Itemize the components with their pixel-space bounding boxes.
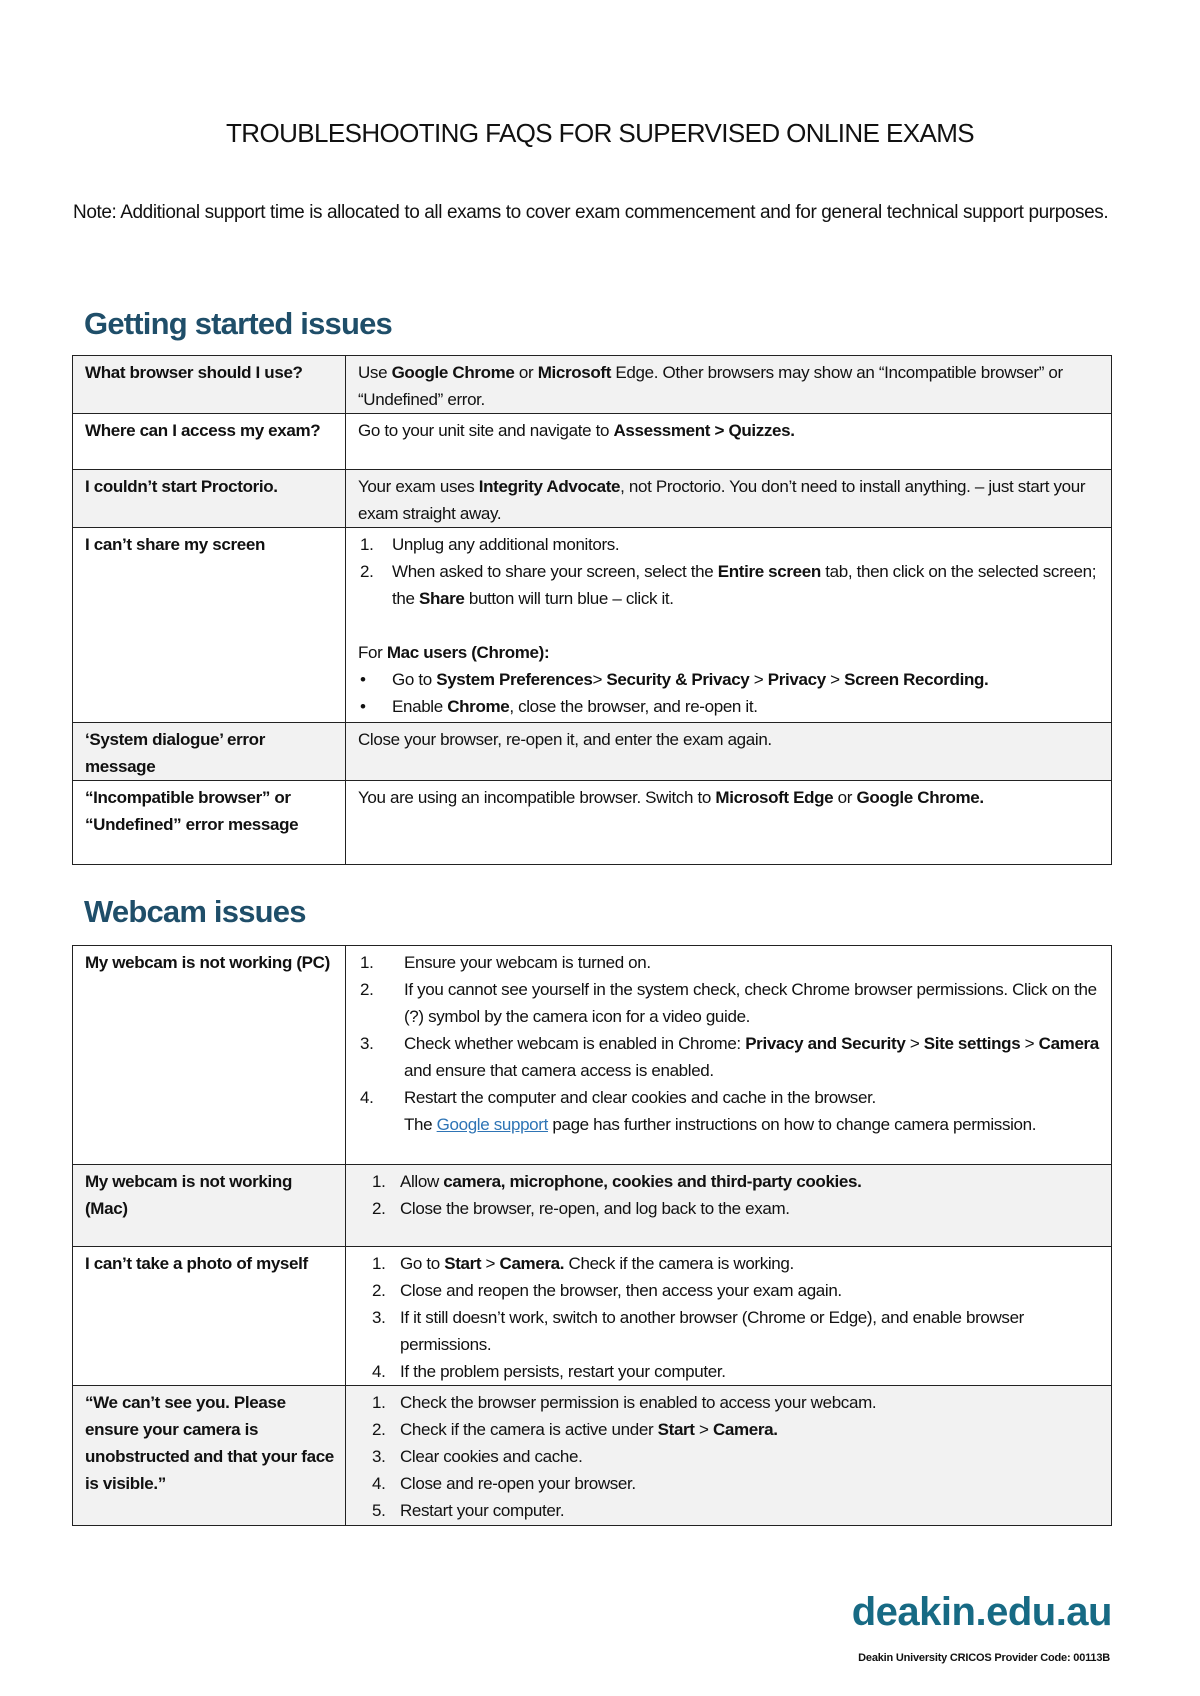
bold-text: Site settings <box>923 1034 1021 1053</box>
numbered-item <box>358 558 1101 612</box>
item-text <box>400 1389 876 1416</box>
item-number: 2. <box>372 1420 386 1439</box>
answer-paragraph <box>358 639 1101 666</box>
bold-text: Share <box>418 589 465 608</box>
question-cell: ‘System dialogue’ error message <box>73 723 346 781</box>
item-text <box>358 784 984 811</box>
item-number: 3. <box>360 1034 374 1053</box>
text: If it still doesn’t work, switch to another browser (Chrome or Edge), and enable browser permissions. <box>400 1308 1024 1354</box>
numbered-item <box>358 1084 1101 1111</box>
bold-text: Camera <box>1038 1034 1099 1053</box>
answer-cell <box>346 946 1112 1165</box>
numbered-item <box>358 1358 1101 1385</box>
page-title: TROUBLESHOOTING FAQS FOR SUPERVISED ONLINE EXAMS <box>226 118 974 148</box>
numbered-item <box>358 1416 1101 1443</box>
text: If you cannot see yourself in the system check, check Chrome browser permissions. Click on the (?) symbol by the camera icon for a video guide. <box>404 980 1097 1026</box>
bold-text: Screen Recording. <box>844 670 989 689</box>
bold-text: camera, microphone, cookies and third-party cookies. <box>443 1172 862 1191</box>
text: > <box>1020 1034 1039 1053</box>
item-text <box>358 417 795 444</box>
text: , close the browser, and re-open it. <box>509 697 758 716</box>
text: or <box>514 363 538 382</box>
faq-table-getting-started <box>72 355 1112 865</box>
item-text <box>400 1497 564 1524</box>
text: When asked to share your screen, select the <box>392 562 718 581</box>
question-cell: I couldn’t start Proctorio. <box>73 470 346 528</box>
item-text <box>400 1195 790 1222</box>
item-number: 5. <box>372 1501 386 1520</box>
text: Your exam uses <box>358 477 479 496</box>
bold-text: Google Chrome <box>391 363 515 382</box>
answer-cell <box>346 470 1112 528</box>
text: Check if the camera is active under <box>400 1420 658 1439</box>
item-number: 3. <box>372 1308 386 1327</box>
question-cell: “Incompatible browser” or “Undefined” error message <box>73 781 346 865</box>
item-number: 3. <box>372 1447 386 1466</box>
bullet: • <box>360 670 366 689</box>
bold-text: Integrity Advocate <box>478 477 621 496</box>
numbered-item <box>358 1389 1101 1416</box>
item-number: 1. <box>372 1254 386 1273</box>
note-paragraph: Note: Additional support time is allocated to all exams to cover exam commencement and for general technical support purposes. <box>73 202 1109 223</box>
answer-paragraph <box>358 784 1101 811</box>
item-text <box>400 1443 583 1470</box>
bold-text: Google Chrome. <box>856 788 984 807</box>
item-text <box>404 1111 1036 1138</box>
text: Check whether webcam is enabled in Chrome: <box>404 1034 746 1053</box>
bold-text: Security & Privacy <box>606 670 750 689</box>
item-number: 2. <box>360 980 374 999</box>
answer-paragraph <box>358 726 1101 753</box>
text: Restart your computer. <box>400 1501 565 1520</box>
text: > <box>694 1420 713 1439</box>
bold-text: Start <box>444 1254 482 1273</box>
item-text <box>358 473 1101 527</box>
answer-cell <box>346 414 1112 470</box>
answer-cell <box>346 528 1112 723</box>
text: Go to your unit site and navigate to <box>358 421 614 440</box>
bullet-item <box>358 693 1101 720</box>
text: tab, then click on the selected screen; the <box>392 562 1097 608</box>
numbered-item <box>358 1497 1101 1524</box>
item-text <box>358 726 772 753</box>
item-text <box>404 1084 876 1111</box>
answer-paragraph <box>358 359 1101 413</box>
question-cell: My webcam is not working (Mac) <box>73 1165 346 1247</box>
table-row <box>73 1386 1112 1526</box>
text: Edge. Other browsers may show an “Incompatible browser” or “Undefined” error. <box>358 363 1063 409</box>
text: The <box>404 1115 437 1134</box>
numbered-item <box>358 976 1101 1030</box>
item-number: 4. <box>372 1474 386 1493</box>
text: Close and re-open your browser. <box>400 1474 636 1493</box>
text: , not Proctorio. You don’t need to install anything. – just start your exam straight away. <box>358 477 1086 523</box>
item-text <box>404 1030 1101 1084</box>
table-row <box>73 470 1112 528</box>
numbered-item <box>358 949 1101 976</box>
text: > <box>825 670 845 689</box>
item-number: 2. <box>372 1199 386 1218</box>
text: > <box>749 670 768 689</box>
google-support-link[interactable]: Google support <box>436 1115 548 1134</box>
bold-text: Mac users (Chrome): <box>386 643 550 662</box>
item-text <box>392 531 619 558</box>
cricos-code: Deakin University CRICOS Provider Code: 00113B <box>858 1652 1110 1664</box>
item-text <box>404 949 651 976</box>
text: Close your browser, re-open it, and enter the exam again. <box>358 730 772 749</box>
item-number: 1. <box>360 953 374 972</box>
answer-cell <box>346 723 1112 781</box>
question-cell: What browser should I use? <box>73 356 346 414</box>
numbered-item <box>358 1250 1101 1277</box>
item-text <box>392 666 988 693</box>
bold-text: Chrome <box>447 697 510 716</box>
bold-text: Microsoft <box>537 363 612 382</box>
text: page has further instructions on how to change camera permission. <box>547 1115 1037 1134</box>
table-row <box>73 723 1112 781</box>
bold-text: Camera. <box>712 1420 778 1439</box>
text: Check the browser permission is enabled to access your webcam. <box>400 1393 877 1412</box>
table-row <box>73 356 1112 414</box>
item-text <box>400 1304 1101 1358</box>
bullet-item <box>358 666 1101 693</box>
numbered-item <box>358 1168 1101 1195</box>
text: Enable <box>392 697 448 716</box>
text: Use <box>358 363 392 382</box>
text: You are using an incompatible browser. Switch to <box>358 788 716 807</box>
numbered-item <box>358 1195 1101 1222</box>
section-heading-webcam: Webcam issues <box>84 894 306 929</box>
item-number: 4. <box>360 1088 374 1107</box>
bold-text: Start <box>657 1420 695 1439</box>
question-cell: I can’t share my screen <box>73 528 346 723</box>
answer-paragraph <box>358 473 1101 527</box>
table-row <box>73 1165 1112 1247</box>
text: Close the browser, re-open, and log back to the exam. <box>400 1199 790 1218</box>
answer-cell <box>346 1247 1112 1386</box>
table-row <box>73 528 1112 723</box>
text: or <box>833 788 857 807</box>
text: Go to <box>392 670 437 689</box>
item-text <box>400 1416 778 1443</box>
text: Allow <box>400 1172 444 1191</box>
bullet: • <box>360 697 366 716</box>
item-number: 1. <box>372 1172 386 1191</box>
answer-cell <box>346 781 1112 865</box>
bold-text: Camera. <box>499 1254 565 1273</box>
text: Clear cookies and cache. <box>400 1447 583 1466</box>
question-cell: “We can’t see you. Please ensure your camera is unobstructed and that your face is visible.” <box>73 1386 346 1526</box>
answer-paragraph <box>358 417 1101 444</box>
item-text <box>392 558 1101 612</box>
text: Check if the camera is working. <box>564 1254 794 1273</box>
item-text <box>358 639 549 666</box>
text: If the problem persists, restart your computer. <box>400 1362 726 1381</box>
text: and ensure that camera access is enabled. <box>404 1061 714 1080</box>
numbered-item <box>358 1030 1101 1084</box>
item-number: 1. <box>360 535 374 554</box>
text: For <box>358 643 387 662</box>
question-cell: I can’t take a photo of myself <box>73 1247 346 1386</box>
item-text <box>400 1358 726 1385</box>
text: > <box>592 670 607 689</box>
table-row <box>73 1247 1112 1386</box>
numbered-item <box>358 1470 1101 1497</box>
item-text <box>392 693 758 720</box>
bold-text: Assessment > Quizzes. <box>613 421 795 440</box>
text: Go to <box>400 1254 445 1273</box>
item-text <box>400 1277 842 1304</box>
text: > <box>481 1254 500 1273</box>
numbered-item <box>358 531 1101 558</box>
spacer <box>358 612 1101 639</box>
table-row <box>73 946 1112 1165</box>
table-row <box>73 781 1112 865</box>
item-text <box>400 1250 794 1277</box>
faq-table-webcam <box>72 945 1112 1526</box>
bold-text: System Preferences <box>436 670 593 689</box>
bold-text: Entire screen <box>717 562 821 581</box>
answer-cell <box>346 1386 1112 1526</box>
item-number: 2. <box>360 562 374 581</box>
item-number: 1. <box>372 1393 386 1412</box>
item-number: 2. <box>372 1281 386 1300</box>
item-text <box>400 1168 862 1195</box>
section-heading-getting-started: Getting started issues <box>84 306 392 341</box>
table-row <box>73 414 1112 470</box>
item-number: 4. <box>372 1362 386 1381</box>
answer-paragraph <box>358 1111 1101 1138</box>
text: Close and reopen the browser, then access your exam again. <box>400 1281 842 1300</box>
answer-cell <box>346 1165 1112 1247</box>
question-cell: Where can I access my exam? <box>73 414 346 470</box>
numbered-item <box>358 1304 1101 1358</box>
text: button will turn blue – click it. <box>464 589 674 608</box>
text: Ensure your webcam is turned on. <box>404 953 651 972</box>
text: Unplug any additional monitors. <box>392 535 620 554</box>
bold-text: Privacy <box>767 670 826 689</box>
question-cell: My webcam is not working (PC) <box>73 946 346 1165</box>
text: Restart the computer and clear cookies and cache in the browser. <box>404 1088 876 1107</box>
text: > <box>905 1034 924 1053</box>
bold-text: Microsoft Edge <box>715 788 834 807</box>
item-text <box>404 976 1101 1030</box>
deakin-logo: deakin.edu.au <box>851 1590 1112 1634</box>
numbered-item <box>358 1443 1101 1470</box>
numbered-item <box>358 1277 1101 1304</box>
item-text <box>400 1470 636 1497</box>
bold-text: Privacy and Security <box>745 1034 906 1053</box>
answer-cell <box>346 356 1112 414</box>
item-text <box>358 359 1101 413</box>
